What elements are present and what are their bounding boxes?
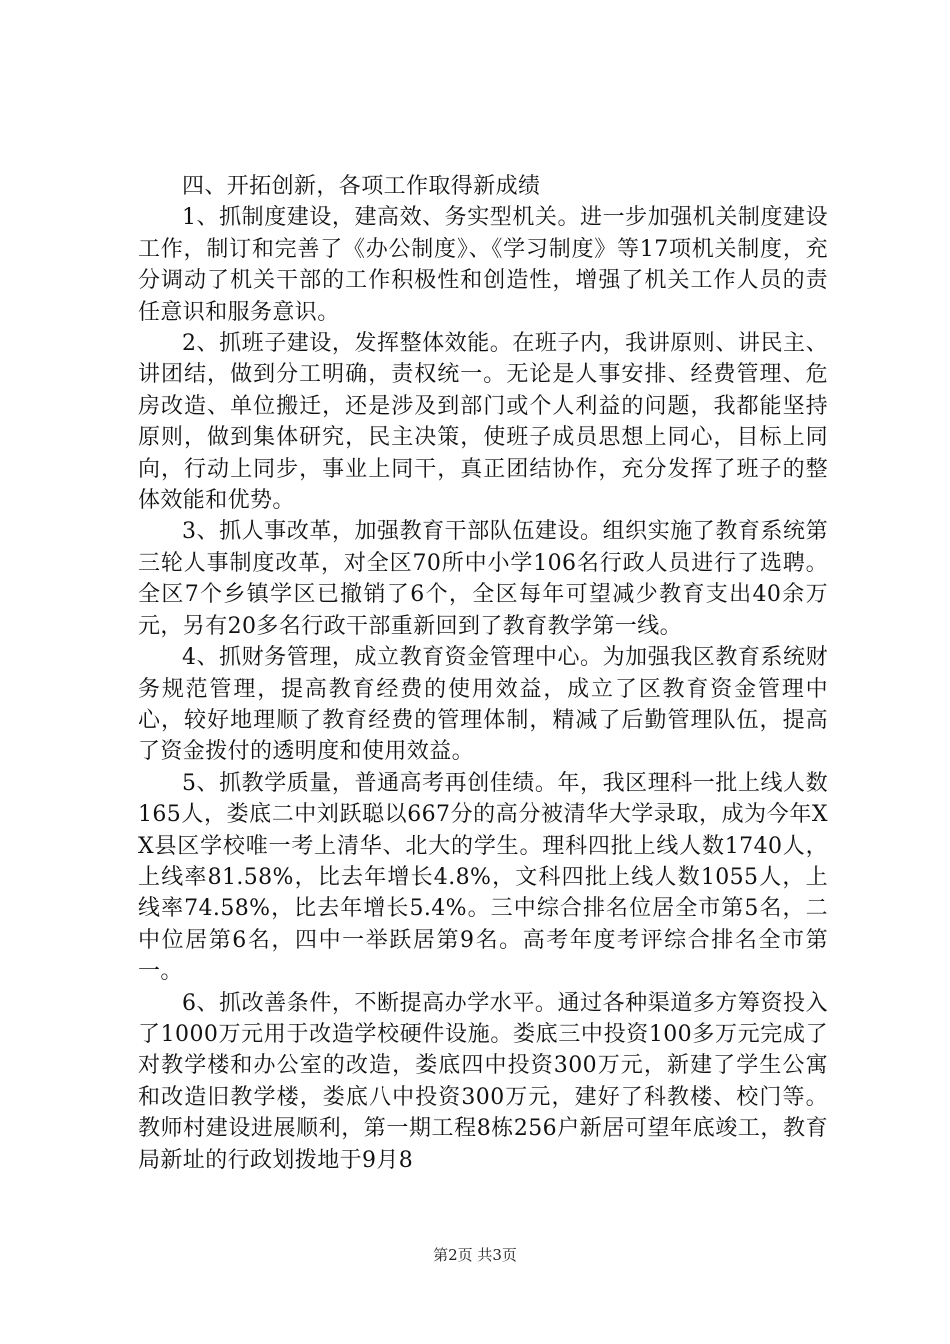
paragraph-2: 2、抓班子建设，发挥整体效能。在班子内，我讲原则、讲民主、讲团结，做到分工明确，责权统一。无论是人事安排、经费管理、危房改造、单位搬迁，还是涉及到部门或个人利益的问题，我都能坚持原则，做到集体研究，民主决策，使班子成员思想上同心，目标上同向，行动上同步，事业上同干，真正团结协作，充分发挥了班子的整体效能和优势。 bbox=[138, 331, 828, 514]
section-heading: 四、开拓创新，各项工作取得新成绩 bbox=[182, 174, 541, 199]
paragraph-5: 5、抓教学质量，普通高考再创佳绩。年，我区理科一批上线人数165人，娄底二中刘跃聪以667分的高分被清华大学录取，成为今年XX县区学校唯一考上清华、北大的学生。理科四批上线人数1740人，上线率81.58%，比去年增长4.8%，文科四批上线人数1055人，上线率74.58%，比去年增长5.4%。三中综合排名位居全市第5名，二中位居第6名，四中一举跃居第9名。高考年度考评综合排名全市第一。 bbox=[138, 770, 828, 985]
paragraph-6: 6、抓改善条件，不断提高办学水平。通过各种渠道多方筹资投入了1000万元用于改造学校硬件设施。娄底三中投资100多万元完成了对教学楼和办公室的改造，娄底四中投资300万元，新建了学生公寓和改造旧教学楼，娄底八中投资300万元，建好了科教楼、校门等。教师村建设进展顺利，第一期工程8栋256户新居可望年底竣工，教育局新址的行政划拨地于9月8 bbox=[138, 990, 828, 1173]
paragraph-4: 4、抓财务管理，成立教育资金管理中心。为加强我区教育系统财务规范管理，提高教育经费的使用效益，成立了区教育资金管理中心，较好地理顺了教育经费的管理体制，精减了后勤管理队伍，提高了资金拨付的透明度和使用效益。 bbox=[138, 645, 828, 765]
paragraph-3: 3、抓人事改革，加强教育干部队伍建设。组织实施了教育系统第三轮人事制度改革，对全区70所中小学106名行政人员进行了选聘。全区7个乡镇学区已撤销了6个，全区每年可望减少教育支出40余万元，另有20多名行政干部重新回到了教育教学第一线。 bbox=[138, 519, 828, 639]
paragraph-1: 1、抓制度建设，建高效、务实型机关。进一步加强机关制度建设工作，制订和完善了《办公制度》、《学习制度》等17项机关制度，充分调动了机关干部的工作积极性和创造性，增强了机关工作人员的责任意识和服务意识。 bbox=[138, 205, 828, 325]
document-body bbox=[138, 171, 828, 1176]
page-footer: 第2页 共3页 bbox=[433, 1246, 517, 1264]
